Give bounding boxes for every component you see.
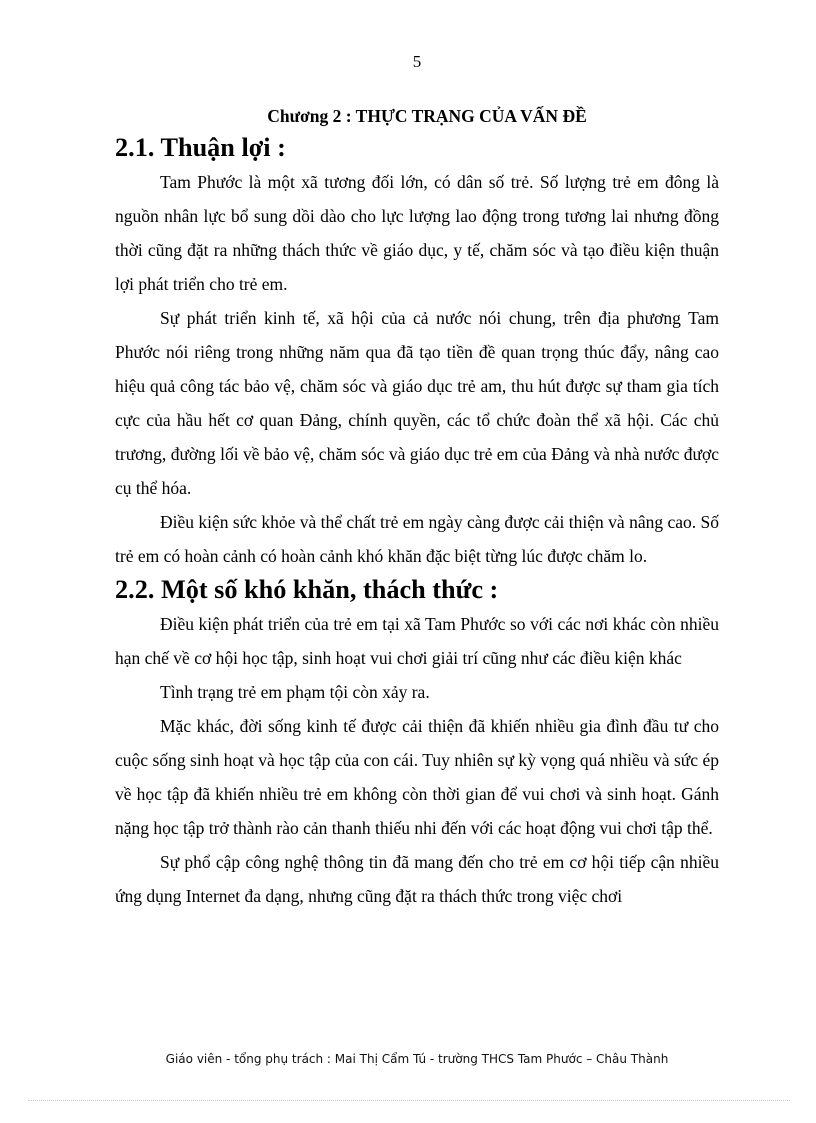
paragraph: Sự phổ cập công nghệ thông tin đã mang đến cho trẻ em cơ hội tiếp cận nhiều ứng dụng Internet đa dạng, nhưng cũng đặt ra thách thức trong việc chơi	[115, 852, 719, 906]
chapter-title: Chương 2 : THỰC TRẠNG CỦA VẤN ĐỀ	[267, 106, 587, 126]
page-number: 5	[412, 52, 422, 71]
paragraph: Điều kiện phát triển của trẻ em tại xã Tam Phước so với các nơi khác còn nhiều hạn chế về cơ hội học tập, sinh hoạt vui chơi giải trí cũng như các điều kiện khác	[115, 614, 719, 668]
paragraph: Điều kiện sức khỏe và thể chất trẻ em ngày càng được cải thiện và nâng cao. Số trẻ em có hoàn cảnh có hoàn cảnh khó khăn đặc biệt từng lúc được chăm lo.	[115, 512, 719, 566]
section-heading: 2.1. Thuận lợi :	[115, 133, 286, 162]
paragraph: Tam Phước là một xã tương đối lớn, có dân số trẻ. Số lượng trẻ em đông là nguồn nhân lực bổ sung dồi dào cho lực lượng lao động trong tương lai nhưng đồng thời cũng đặt ra những thách thức về giáo dục, y tế, chăm sóc và tạo điều kiện thuận lợi phát triển cho trẻ em.	[115, 172, 719, 294]
paragraph: Sự phát triển kinh tế, xã hội của cả nước nói chung, trên địa phương Tam Phước nói riêng trong những năm qua đã tạo tiền đề quan trọng thúc đẩy, nâng cao hiệu quả công tác bảo vệ, chăm sóc và giáo dục trẻ am, thu hút được sự tham gia tích cực của hầu hết cơ quan Đảng, chính quyền, các tổ chức đoàn thể xã hội. Các chủ trương, đường lối về bảo vệ, chăm sóc và giáo dục trẻ em của Đảng và nhà nước được cụ thể hóa.	[115, 308, 719, 498]
section-heading: 2.2. Một số khó khăn, thách thức :	[115, 575, 499, 604]
paragraph: Tình trạng trẻ em phạm tội còn xảy ra.	[160, 682, 430, 702]
section-difficulties	[115, 573, 719, 913]
footer-divider	[28, 1100, 790, 1101]
page-footer: Giáo viên - tổng phụ trách : Mai Thị Cẩm Tú - trường THCS Tam Phước – Châu Thành	[165, 1052, 669, 1066]
paragraph: Mặc khác, đời sống kinh tế được cải thiện đã khiến nhiều gia đình đầu tư cho cuộc sống sinh hoạt và học tập của con cái. Tuy nhiên sự kỳ vọng quá nhiều và sức ép về học tập đã khiến nhiều trẻ em không còn thời gian để vui chơi và sinh hoạt. Gánh nặng học tập trở thành rào cản thanh thiếu nhi đến với các hoạt động vui chơi tập thể.	[115, 716, 719, 838]
section-advantages	[115, 131, 719, 573]
document-body	[115, 101, 719, 913]
